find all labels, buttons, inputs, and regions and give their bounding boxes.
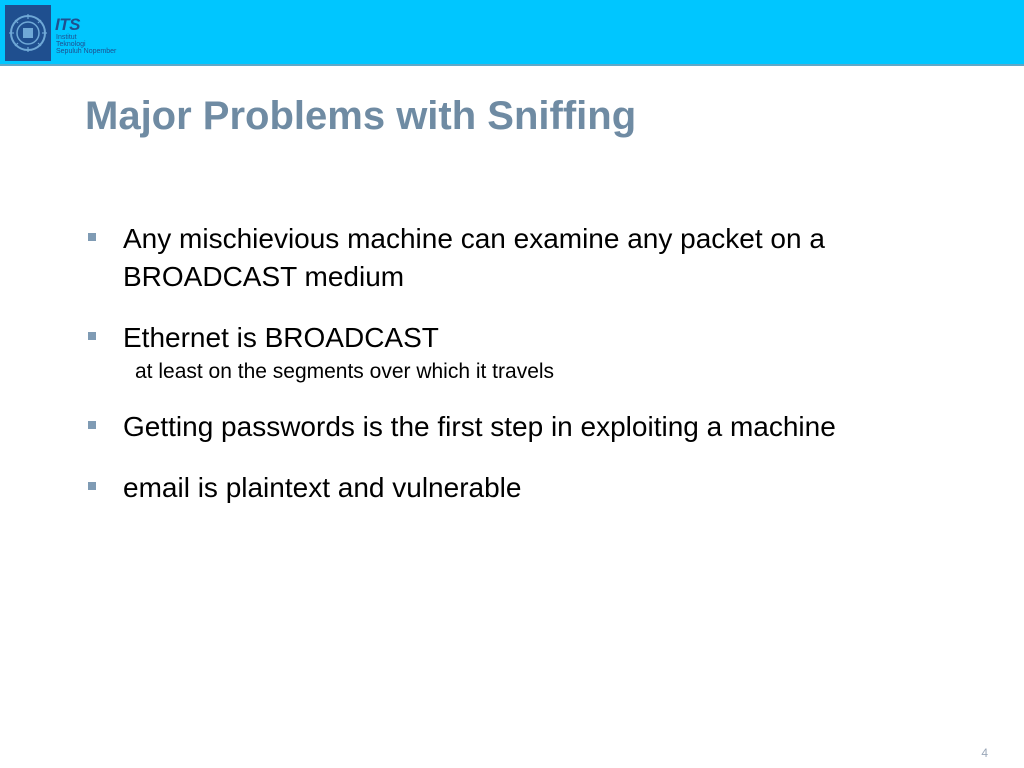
- header-bar: [0, 0, 1024, 66]
- logo-line-institut: Institut: [56, 34, 77, 41]
- its-emblem-icon: [5, 5, 51, 61]
- bullet-text: Getting passwords is the first step in exploiting a machine: [123, 411, 836, 442]
- bullet-item-2: [86, 319, 966, 385]
- bullet-sub-text: at least on the segments over which it travels: [135, 360, 555, 383]
- logo-line-sepuluh-nopember: Sepuluh Nopember: [56, 48, 117, 55]
- square-bullet-icon: [88, 332, 96, 340]
- logo-line-teknologi: Teknologi: [56, 41, 86, 48]
- bullet-item-4: [86, 469, 966, 507]
- square-bullet-icon: [88, 482, 96, 490]
- logo-abbrev: ITS: [55, 15, 80, 34]
- slide-number: 4: [981, 746, 988, 760]
- slide-title: Major Problems with Sniffing: [85, 94, 637, 138]
- square-bullet-icon: [88, 233, 96, 241]
- bullet-text: Ethernet is BROADCAST: [123, 322, 439, 353]
- logo-wordmark: [55, 16, 145, 60]
- square-bullet-icon: [88, 421, 96, 429]
- bullet-text: email is plaintext and vulnerable: [123, 472, 522, 503]
- bullet-list: [86, 220, 966, 530]
- bullet-item-3: [86, 408, 966, 446]
- bullet-text: Any mischievious machine can examine any packet on a BROADCAST medium: [123, 223, 825, 292]
- bullet-item-1: [86, 220, 966, 296]
